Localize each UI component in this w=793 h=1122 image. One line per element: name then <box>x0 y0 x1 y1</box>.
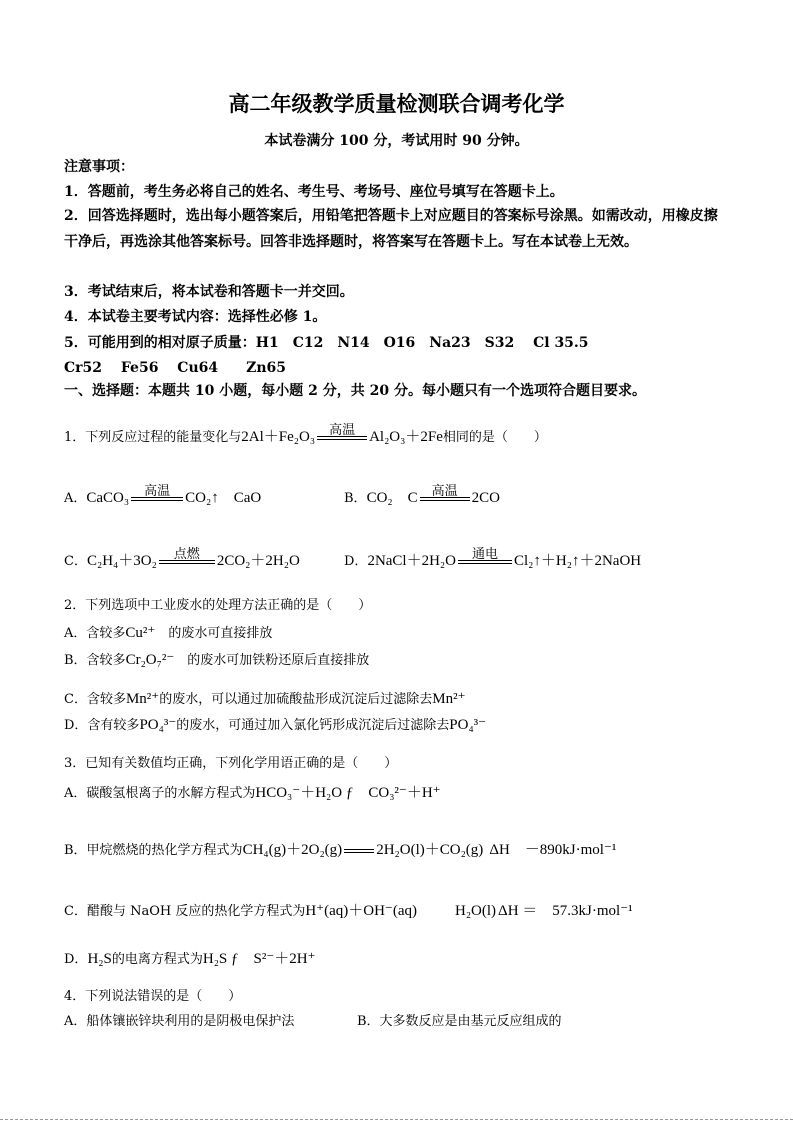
q2-option-a <box>64 622 272 642</box>
q2-option-c-ion-end: Mn²⁺ <box>432 691 466 707</box>
q1-option-b-condition: 高温 <box>431 483 458 499</box>
q1-option-a-label: A． <box>64 491 87 506</box>
q1-option-c-left: C₂H₄＋3O₂ <box>86 553 157 569</box>
q3-option-d-text: 的电离方程式为 <box>111 952 203 967</box>
q1-option-b-right: 2CO <box>471 490 500 506</box>
q3-option-c-left: H⁺(aq)＋OH⁻(aq) <box>305 903 417 919</box>
q1-option-a-right: CO₂↑ CaO <box>185 490 262 506</box>
q1-option-d <box>344 546 642 570</box>
q2-option-c-text-end: 的废水，可以通过加硫酸盐形成沉淀后过滤除去 <box>159 692 433 707</box>
q2-option-b-ion: Cr₂O₇²⁻ <box>125 652 175 668</box>
q1-option-b <box>344 483 500 507</box>
q2-option-a-text: A．含较多 <box>64 626 126 641</box>
q3-option-b-equals <box>344 849 374 853</box>
note-item-2: 2．回答选择题时，选出每小题答案后，用铅笔把答题卡上对应题目的答案标号涂黑。如需改动，用橡皮擦干净后，再选涂其他答案标号。回答非选择题时，将答案写在答题卡上。写在本试卷上无效。 <box>64 208 718 250</box>
q3-option-c <box>64 899 633 920</box>
q3-option-b-left: CH₄(g)＋2O₂(g) <box>242 842 343 858</box>
q2-option-b <box>64 649 369 669</box>
exam-subtitle: 本试卷满分 100 分，考试用时 90 分钟。 <box>264 133 529 149</box>
q2-option-d-ion: PO₄³⁻ <box>139 717 177 733</box>
q1-option-c <box>64 546 300 570</box>
q2-option-b-text-end: 的废水可加铁粉还原后直接排放 <box>187 653 370 668</box>
q1-option-a-left: CaCO₃ <box>86 490 130 506</box>
q1-option-a-arrow <box>131 483 183 501</box>
q1-option-d-label: D． <box>344 554 368 569</box>
q3-option-b-enthalpy: ΔH －890kJ·mol⁻¹ <box>489 842 617 858</box>
q1-equation-right: Al₂O₃＋2Fe <box>369 429 443 445</box>
q1-option-a-condition: 高温 <box>144 483 171 499</box>
note-item-4: 4．本试卷主要考试内容：选择性必修 1。 <box>64 309 327 325</box>
q1-option-c-right: 2CO₂＋2H₂O <box>216 553 300 569</box>
q1-option-c-arrow <box>159 546 215 564</box>
q1-option-b-arrow <box>420 483 470 501</box>
page-bottom-divider <box>0 1119 793 1120</box>
q1-option-c-label: C． <box>64 554 87 569</box>
q3-option-c-enthalpy: ΔH ＝ 57.3kJ·mol⁻¹ <box>498 903 633 919</box>
q1-equation-left: 2Al＋Fe₂O₃ <box>241 429 316 445</box>
q2-option-a-text-end: 的废水可直接排放 <box>168 626 273 641</box>
q1-option-b-left: CO₂ C <box>366 490 418 506</box>
q3-option-d-equation: H₂S ƒ S²⁻＋2H⁺ <box>202 951 316 967</box>
q3-option-a <box>64 781 441 802</box>
q3-option-b-right: 2H₂O(l)＋CO₂(g) <box>376 842 484 858</box>
q3-option-d <box>64 947 316 968</box>
q1-stem-before: 1．下列反应过程的能量变化与 <box>64 430 242 445</box>
q3-option-b-text: B．甲烷燃烧的热化学方程式为 <box>64 843 243 858</box>
note-item-5: 5．可能用到的相对原子质量：H1 C12 N14 O16 Na23 S32 Cl 35.5 <box>64 335 589 351</box>
q1-option-d-right: Cl₂↑＋H₂↑＋2NaOH <box>514 553 642 569</box>
q1-equation-condition: 高温 <box>329 422 356 438</box>
q1-option-a <box>64 483 262 507</box>
note-item-1: 1．答题前，考生务必将自己的姓名、考生号、考场号、座位号填写在答题卡上。 <box>64 184 564 200</box>
question-1-stem <box>64 422 547 446</box>
q2-option-a-ion: Cu²⁺ <box>125 625 156 641</box>
q3-option-c-right: H₂O(l) <box>454 903 497 919</box>
notes-heading: 注意事项： <box>64 159 134 175</box>
q3-option-d-formula: H₂S <box>87 951 112 967</box>
page-title: 高二年级教学质量检测联合调考化学 <box>228 91 565 116</box>
q1-option-d-condition: 通电 <box>471 546 498 562</box>
q1-option-d-left: 2NaCl＋2H₂O <box>367 553 456 569</box>
q1-option-c-condition: 点燃 <box>173 546 200 562</box>
section-heading: 一、选择题：本题共 10 小题，每小题 2 分，共 20 分。每小题只有一个选项符合题目要求。 <box>64 383 646 399</box>
note-item-5-cont: Cr52 Fe56 Cu64 Zn65 <box>64 360 286 376</box>
q2-option-d-text: D．含有较多 <box>64 718 140 733</box>
q3-option-d-label: D． <box>64 952 88 967</box>
q2-option-c-text: C．含较多 <box>64 692 126 707</box>
q3-option-b <box>64 838 616 859</box>
question-2-stem: 2．下列选项中工业废水的处理方法正确的是（ ） <box>64 598 372 613</box>
q3-option-a-text: A．碳酸氢根离子的水解方程式为 <box>64 786 256 801</box>
question-3-stem: 3．已知有关数值均正确，下列化学用语正确的是（ ） <box>64 756 398 771</box>
q3-option-a-equation: HCO₃⁻＋H₂O ƒ CO₃²⁻＋H⁺ <box>255 785 441 801</box>
question-4-stem: 4．下列说法错误的是（ ） <box>64 989 242 1004</box>
q1-stem-after: 相同的是（ ） <box>442 430 547 445</box>
q2-option-d-ion-end: PO₄³⁻ <box>449 717 487 733</box>
q2-option-c-ion: Mn²⁺ <box>125 691 160 707</box>
q1-option-d-arrow <box>458 546 512 564</box>
note-item-3: 3．考试结束后，将本试卷和答题卡一并交回。 <box>64 284 354 300</box>
q1-reaction-arrow <box>317 422 367 440</box>
q2-option-d <box>64 714 486 734</box>
q2-option-d-text-end: 的废水，可通过加入氯化钙形成沉淀后过滤除去 <box>176 718 450 733</box>
q1-option-b-label: B． <box>344 491 367 506</box>
q3-option-c-text: C．醋酸与 NaOH 反应的热化学方程式为 <box>64 904 306 919</box>
q2-option-c <box>64 688 466 708</box>
q4-option-b: B．大多数反应是由基元反应组成的 <box>357 1014 562 1029</box>
q4-option-a: A．船体镶嵌锌块利用的是阴极电保护法 <box>64 1014 295 1029</box>
q2-option-b-text: B．含较多 <box>64 653 126 668</box>
